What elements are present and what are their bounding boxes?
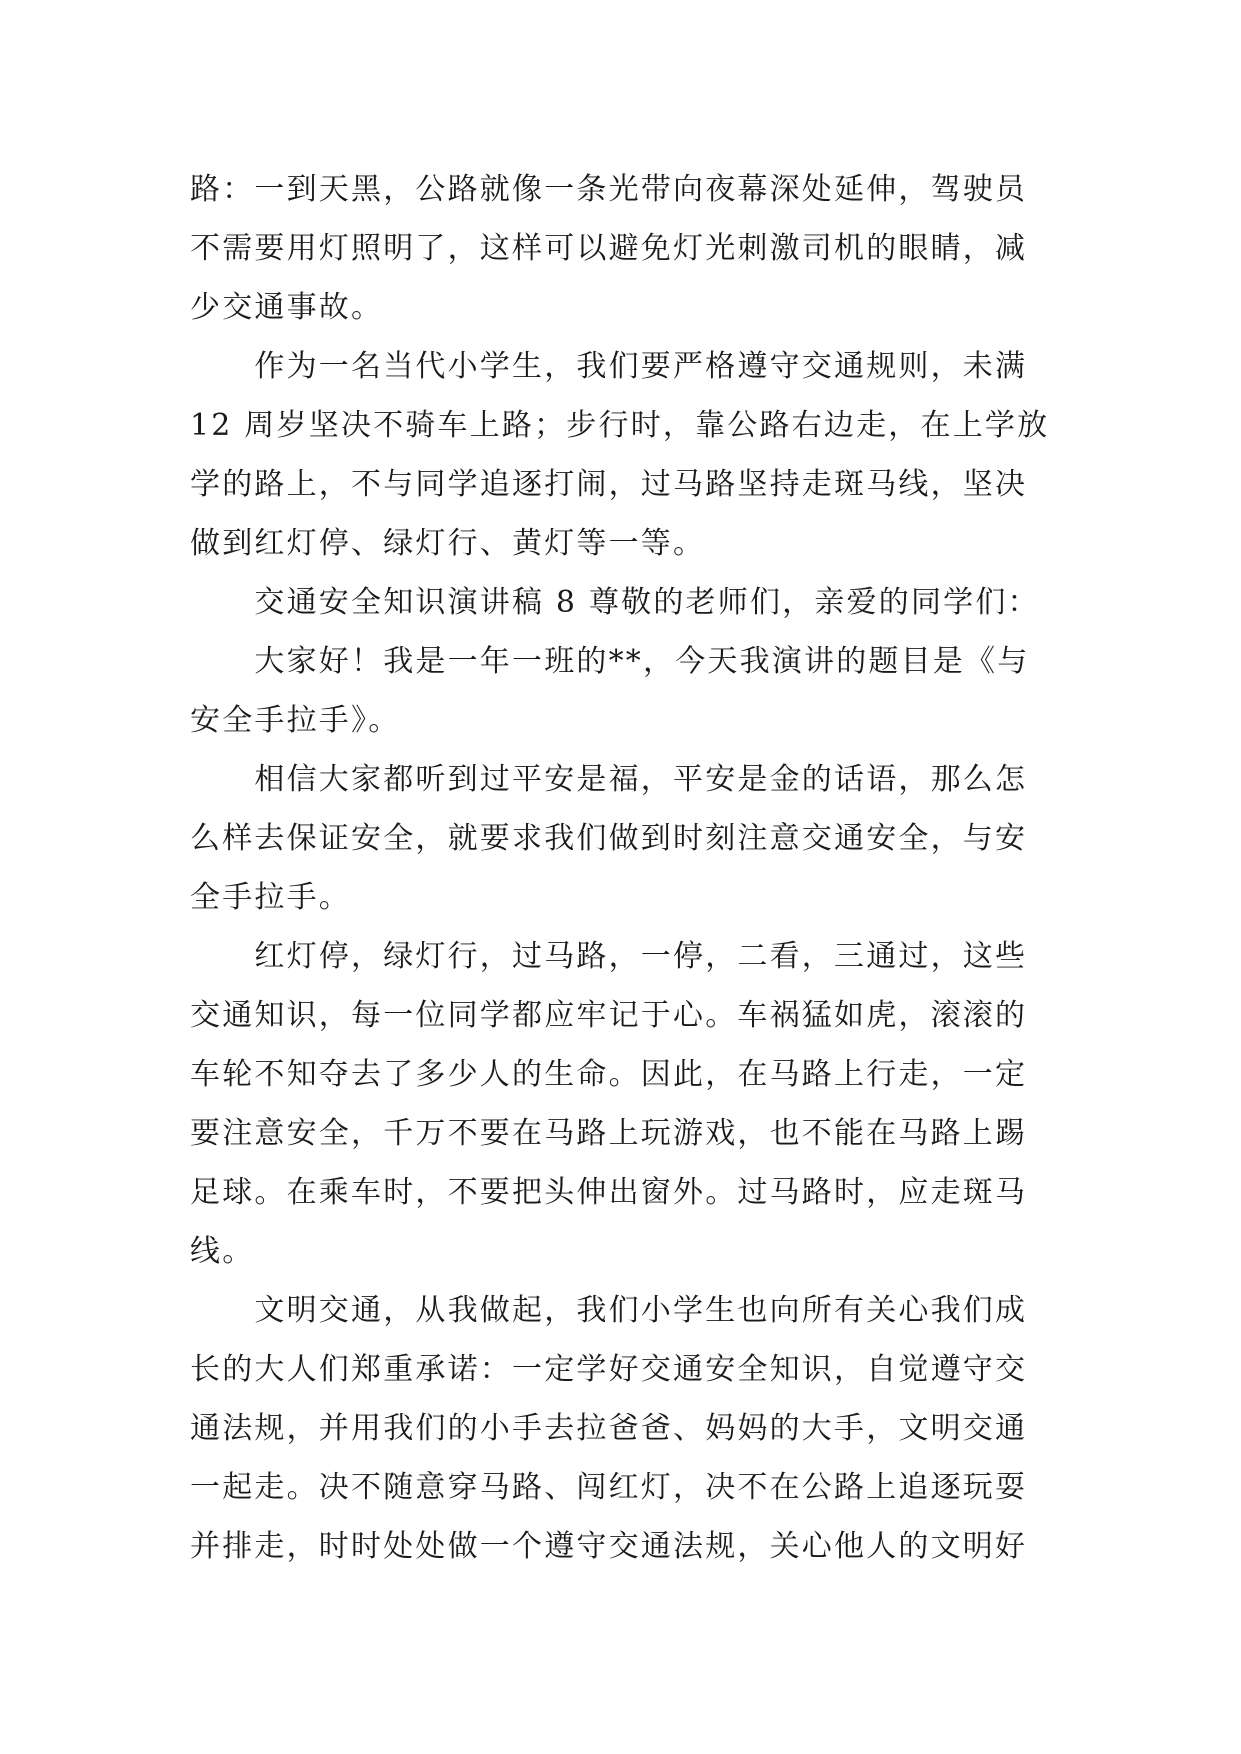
text-line: 一起走。决不随意穿马路、闯红灯，决不在公路上追逐玩耍 xyxy=(190,1470,1028,1505)
text-line: 12 周岁坚决不骑车上路；步行时，靠公路右边走，在上学放 xyxy=(190,408,1050,443)
text-line: 安全手拉手》。 xyxy=(190,703,401,738)
text-line: 足球。在乘车时，不要把头伸出窗外。过马路时，应走斑马 xyxy=(190,1175,1028,1210)
text-line: 长的大人们郑重承诺：一定学好交通安全知识，自觉遵守交 xyxy=(190,1352,1028,1387)
text-line: 作为一名当代小学生，我们要严格遵守交通规则，未满 xyxy=(190,349,1028,384)
text-line: 么样去保证安全，就要求我们做到时刻注意交通安全，与安 xyxy=(190,821,1028,856)
text-line: 路：一到天黑，公路就像一条光带向夜幕深处延伸，驾驶员 xyxy=(190,172,1028,207)
text-line: 车轮不知夺去了多少人的生命。因此，在马路上行走，一定 xyxy=(190,1057,1028,1092)
text-line: 全手拉手。 xyxy=(190,880,351,915)
text-line: 通法规，并用我们的小手去拉爸爸、妈妈的大手，文明交通 xyxy=(190,1411,1028,1446)
section-heading-line: 交通安全知识演讲稿 8 尊敬的老师们，亲爱的同学们： xyxy=(190,585,1040,620)
text-line: 交通知识，每一位同学都应牢记于心。车祸猛如虎，滚滚的 xyxy=(190,998,1028,1033)
text-line: 红灯停，绿灯行，过马路，一停，二看，三通过，这些 xyxy=(190,939,1028,974)
text-line: 要注意安全，千万不要在马路上玩游戏，也不能在马路上踢 xyxy=(190,1116,1028,1151)
text-line: 并排走，时时处处做一个遵守交通法规，关心他人的文明好 xyxy=(190,1529,1028,1564)
text-line: 大家好！我是一年一班的**，今天我演讲的题目是《与 xyxy=(190,644,1030,679)
text-line: 学的路上，不与同学追逐打闹，过马路坚持走斑马线，坚决 xyxy=(190,467,1028,502)
document-body xyxy=(190,160,1050,1576)
text-line: 少交通事故。 xyxy=(190,290,384,325)
text-line: 做到红灯停、绿灯行、黄灯等一等。 xyxy=(190,526,706,561)
text-line: 相信大家都听到过平安是福，平安是金的话语，那么怎 xyxy=(190,762,1028,797)
text-line: 线。 xyxy=(190,1234,255,1269)
text-line: 不需要用灯照明了，这样可以避免灯光刺激司机的眼睛，减 xyxy=(190,231,1028,266)
text-line: 文明交通，从我做起，我们小学生也向所有关心我们成 xyxy=(190,1293,1028,1328)
